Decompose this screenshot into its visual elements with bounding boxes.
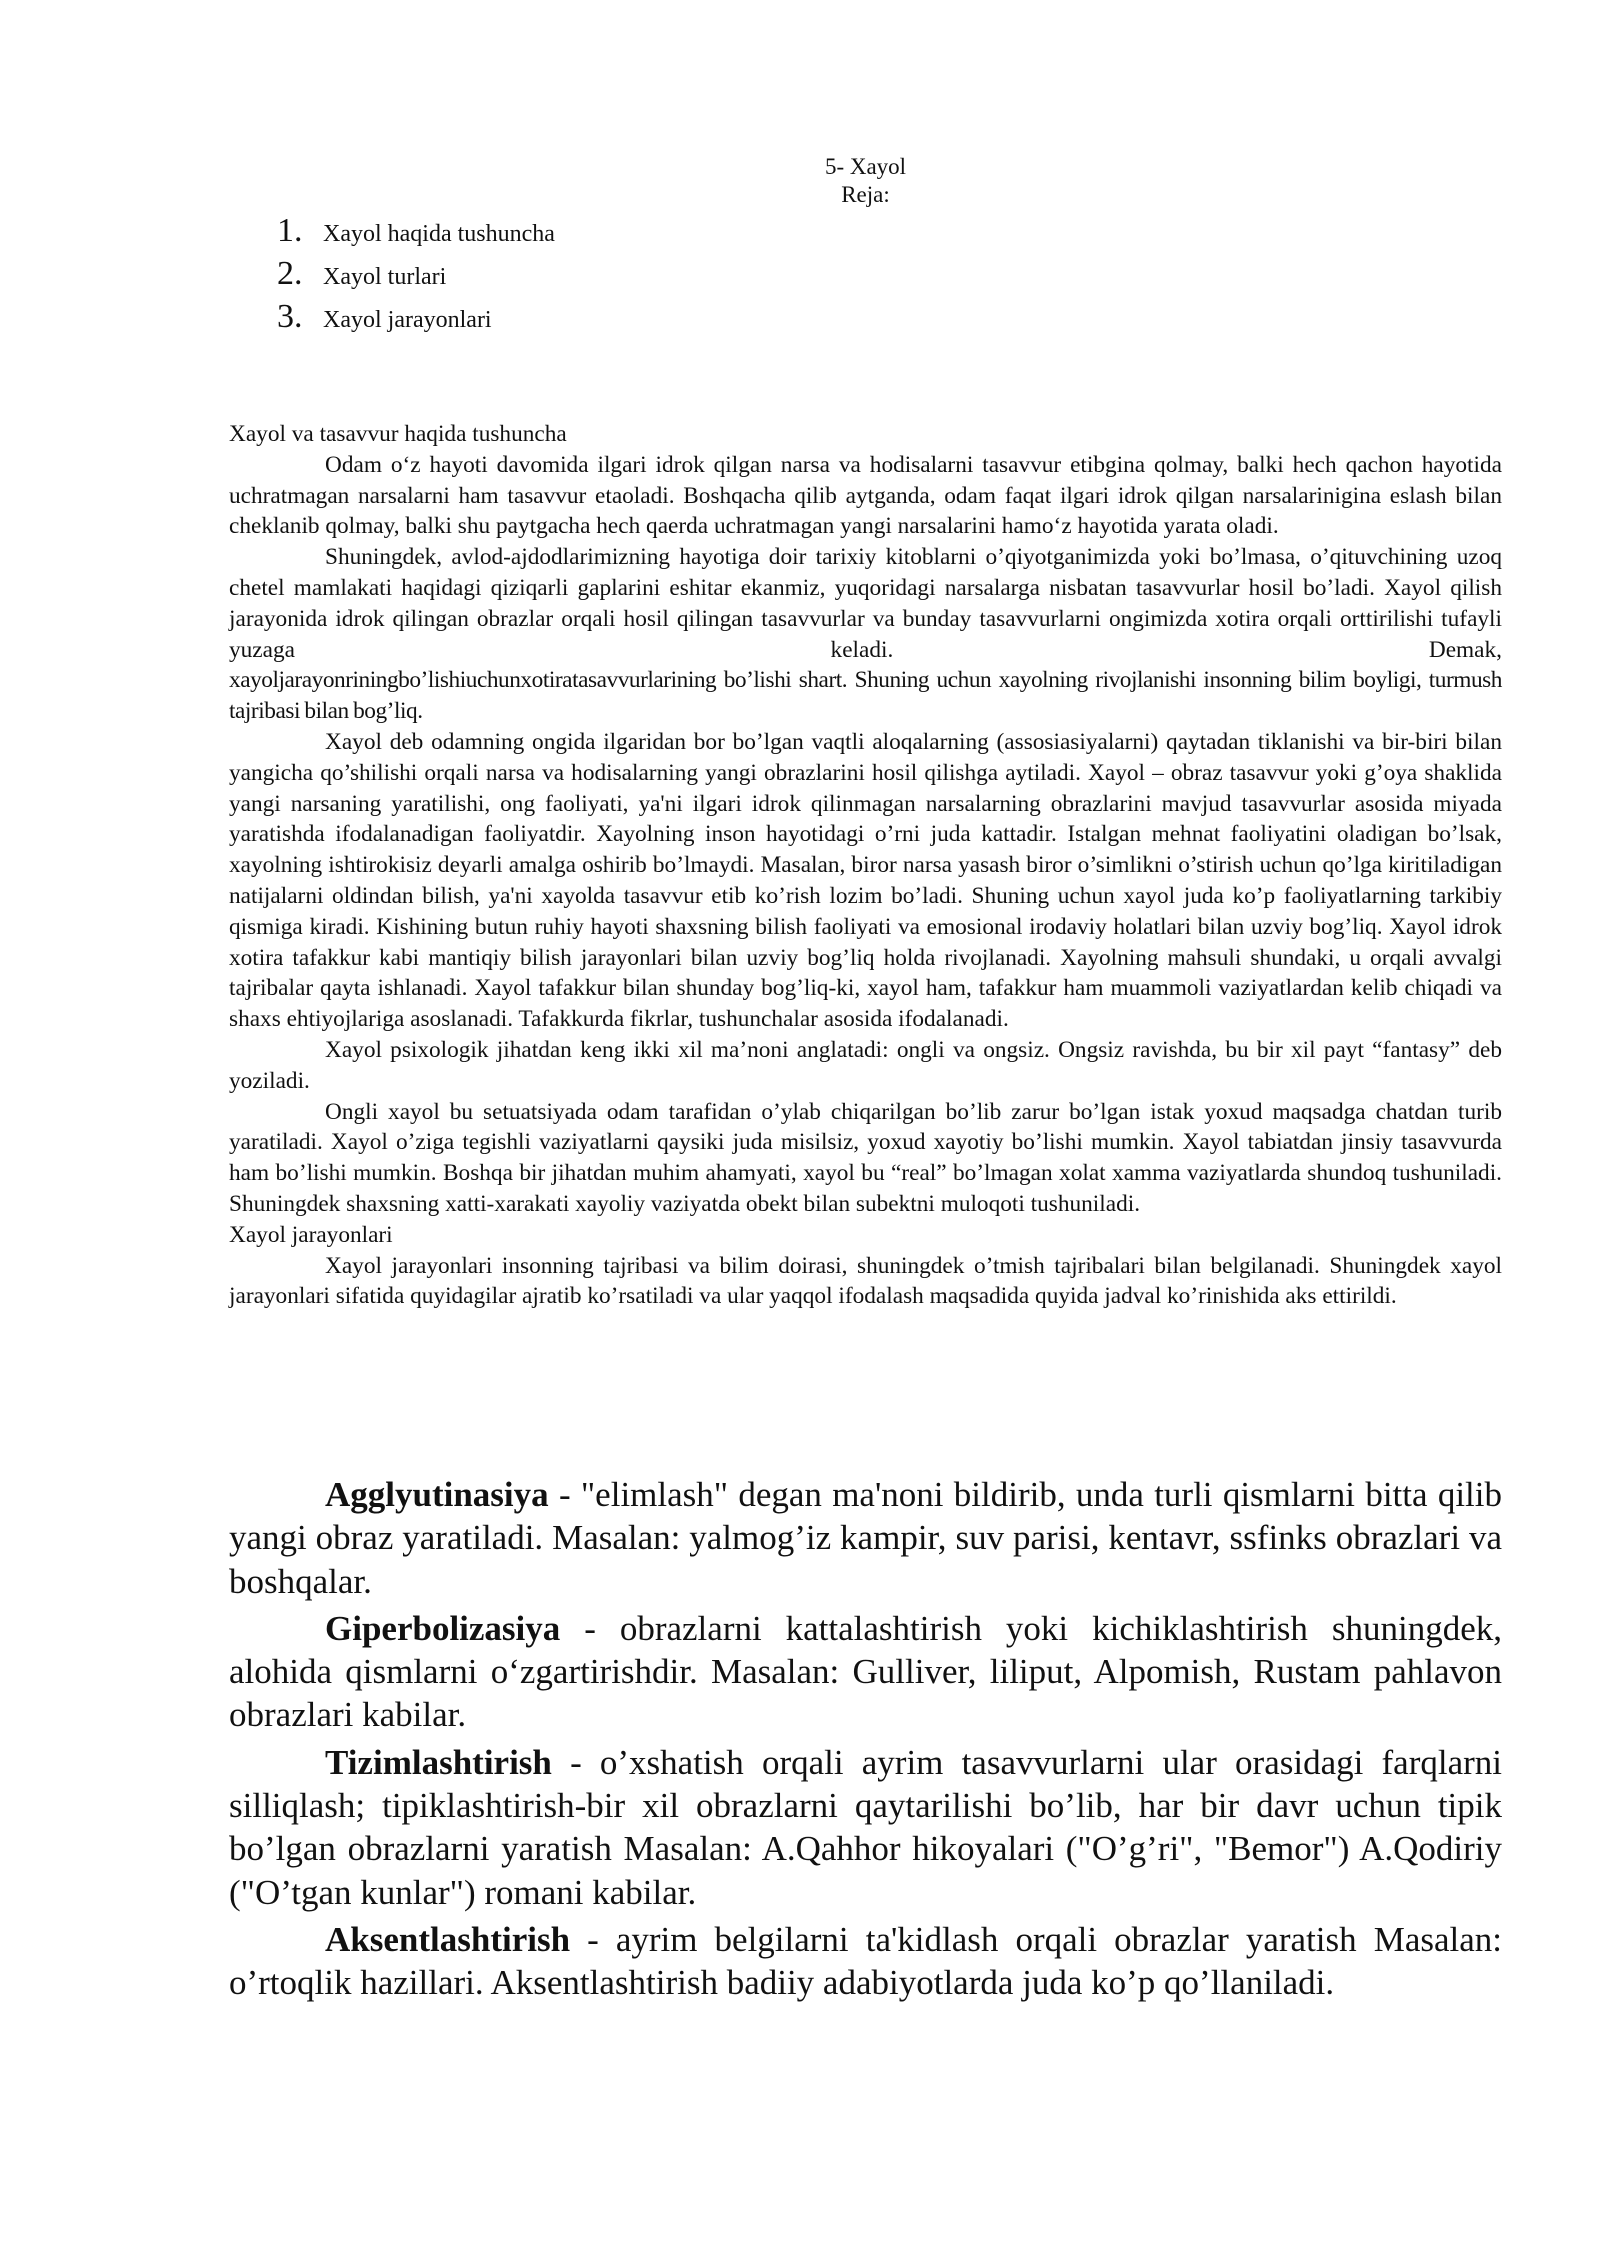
lecture-title: 5- Xayol [824,154,907,179]
term-name: Tizimlashtirish [325,1742,552,1782]
plan-item-number: 2. [277,255,303,292]
section-title: Xayol jarayonlari [229,1221,393,1248]
plan-item [277,212,555,255]
plan-item-text: Xayol jarayonlari [323,307,492,333]
plan-item-number: 3. [277,298,303,335]
lecture-header [229,153,1502,209]
plan-list [277,212,555,341]
main-text [229,419,1502,1312]
plan-item [277,255,555,298]
paragraph: Shuningdek, avlod-ajdodlarimizning hayotiga doir tarixiy kitoblarni o’qiyotganimizda yoki bo’lmasa, o’qituvchining uzoq chetel mamlakati haqidagi qiziqarli gaplarini eshitar ekanmiz, yuqoridagi narsalarga nisbatan tasavvurlar hosil bo’ladi. Xayol qilish jarayonida idrok qilingan obrazlar orqali hosil qilingan tasavvurlar va bunday tasavvurlarni ongimizda xotira orqali orttirilishi tufayli yuzaga keladi. Demak, [229,544,1502,663]
term-definition: - "elimlash" degan ma'noni bildirib, unda turli qismlarni bitta qilib yangi obraz yaratiladi. Masalan: yalmog’iz kampir, suv parisi, kentavr, ssfinks obrazlari va boshqalar. [229,1475,1502,1601]
term-paragraph [229,1473,1502,1603]
plan-item-number: 1. [277,212,303,249]
term-name: Agglyutinasiya [325,1475,549,1514]
paragraph-continuation: xayoljarayonriningbo’lishiuchunxotiratasavvurlarining bo’lishi shart. Shuning uchun xayolning rivojlanishi insonning bilim boyligi, turmush tajribasi bilan bog’liq. [229,667,1502,725]
plan-item [277,298,555,341]
plan-title: Reja: [841,182,890,207]
paragraph: Odam o‘z hayoti davomida ilgari idrok qilgan narsa va hodisalarni tasavvur etibgina qolmay, balki hech qachon hayotida uchratmagan narsalarni ham tasavvur etaoladi. Boshqacha qilib aytganda, odam faqat ilgari idrok qilgan narsalarinigina eslash bilan cheklanib qolmay, balki shu paytgacha hech qaerda uchratmagan yangi narsalarini hamo‘z hayotida yarata oladi. [229,451,1502,540]
paragraph: Ongli xayol bu setuatsiyada odam tarafidan o’ylab chiqarilgan bo’lib zarur bo’lgan istak yoxud maqsadga chatdan turib yaratiladi. Xayol o’ziga tegishli vaziyatlarni qaysiki juda misilsiz, yoxud xayotiy bo’lishi mumkin. Xayol tabiatdan jinsiy tasavvurda ham bo’lishi mumkin. Boshqa bir jihatdan muhim ahamyati, xayol bu “real” bo’lmagan xolat xamma vaziyatlarda shundoq tushuniladi. Shuningdek shaxsning xatti-xarakati xayoliy vaziyatda obekt bilan subektni muloqoti tushuniladi. [229,1098,1502,1217]
term-paragraph [229,1741,1502,1914]
section-title: Xayol va tasavvur haqida tushuncha [229,421,567,447]
terms-list [229,1473,1502,2005]
term-definition: - ayrim belgilarni ta'kidlash orqali obrazlar yaratish Masalan: o’rtoqlik hazillari. Aksentlashtirish badiiy adabiyotlarda juda ko’p qo’llaniladi. [229,1919,1502,2003]
plan-item-text: Xayol turlari [323,264,447,290]
paragraph: Xayol jarayonlari insonning tajribasi va bilim doirasi, shuningdek o’tmish tajribalari bilan belgilanadi. Shuningdek xayol jarayonlari sifatida quyidagilar ajratib ko’rsatiladi va ular yaqqol ifodalash maqsadida quyida jadval ko’rinishida aks ettirildi. [229,1252,1502,1310]
paragraph: Xayol deb odamning ongida ilgaridan bor bo’lgan vaqtli aloqalarning (assosiasiyalarni) qaytadan tiklanishi va bir-biri bilan yangicha qo’shilishi orqali narsa va hodisalarning yangi obrazlarini hosil qilishga aytiladi. Xayol – obraz tasavvur yoki g’oya shaklida yangi narsaning yaratilishi, ong faoliyati, ya'ni ilgari idrok qilinmagan narsalarning obrazlarini mavjud tasavvurlar asosida miyada yaratishda ifodalanadigan faoliyatdir. Xayolning inson hayotidagi o’rni juda kattadir. Istalgan mehnat faoliyatini oladigan bo’lsak, xayolning ishtirokisiz deyarli amalga oshirib bo’lmaydi. Masalan, biror narsa yasash biror o’simlikni o’stirish uchun qo’lga kiritiladigan natijalarni oldindan bilish, ya'ni xayolda tasavvur etib ko’rish lozim bo’ladi. Shuning uchun xayol juda ko’p faoliyatlarning tarkibiy qismiga kiradi. Kishining butun ruhiy hayoti shaxsning bilish faoliyati va emosional irodaviy holatlari bilan uzviy bog’liq. Xayol idrok xotira tafakkur kabi mantiqiy bilish jarayonlari bilan uzviy bog’liq holda rivojlanadi. Xayolning mahsuli shundaki, u orqali avvalgi tajribalar qayta ishlanadi. Xayol tafakkur bilan shunday bog’liq-ki, xayol ham, tafakkur ham muammoli vaziyatlardan kelib chiqadi va shaxs ehtiyojlariga asoslanadi. Tafakkurda fikrlar, tushunchalar asosida ifodalanadi. [229,728,1502,1033]
term-definition: - o’xshatish orqali ayrim tasavvurlarni ular orasidagi farqlarni silliqlash; tipiklashtirish-bir xil obrazlarni qaytarilishi bo’lib, har bir davr uchun tipik bo’lgan obrazlarni yaratish Masalan: A.Qahhor hikoyalari ("O’g’ri", "Bemor") A.Qodiriy ("O’tgan kunlar") romani kabilar. [229,1742,1502,1912]
term-name: Giperbolizasiya [325,1608,561,1648]
paragraph: Xayol psixologik jihatdan keng ikki xil ma’noni anglatadi: ongli va ongsiz. Ongsiz ravishda, bu bir xil payt “fantasy” deb yoziladi. [229,1036,1502,1094]
plan-item-text: Xayol haqida tushuncha [323,221,555,247]
term-name: Aksentlashtirish [325,1919,571,1959]
term-paragraph [229,1607,1502,1737]
term-definition: - obrazlarni kattalashtirish yoki kichiklashtirish shuningdek, alohida qismlarni o‘zgartirishdir. Masalan: Gulliver, liliput, Alpomish, Rustam pahlavon obrazlari kabilar. [229,1608,1502,1735]
term-paragraph [229,1918,1502,2005]
